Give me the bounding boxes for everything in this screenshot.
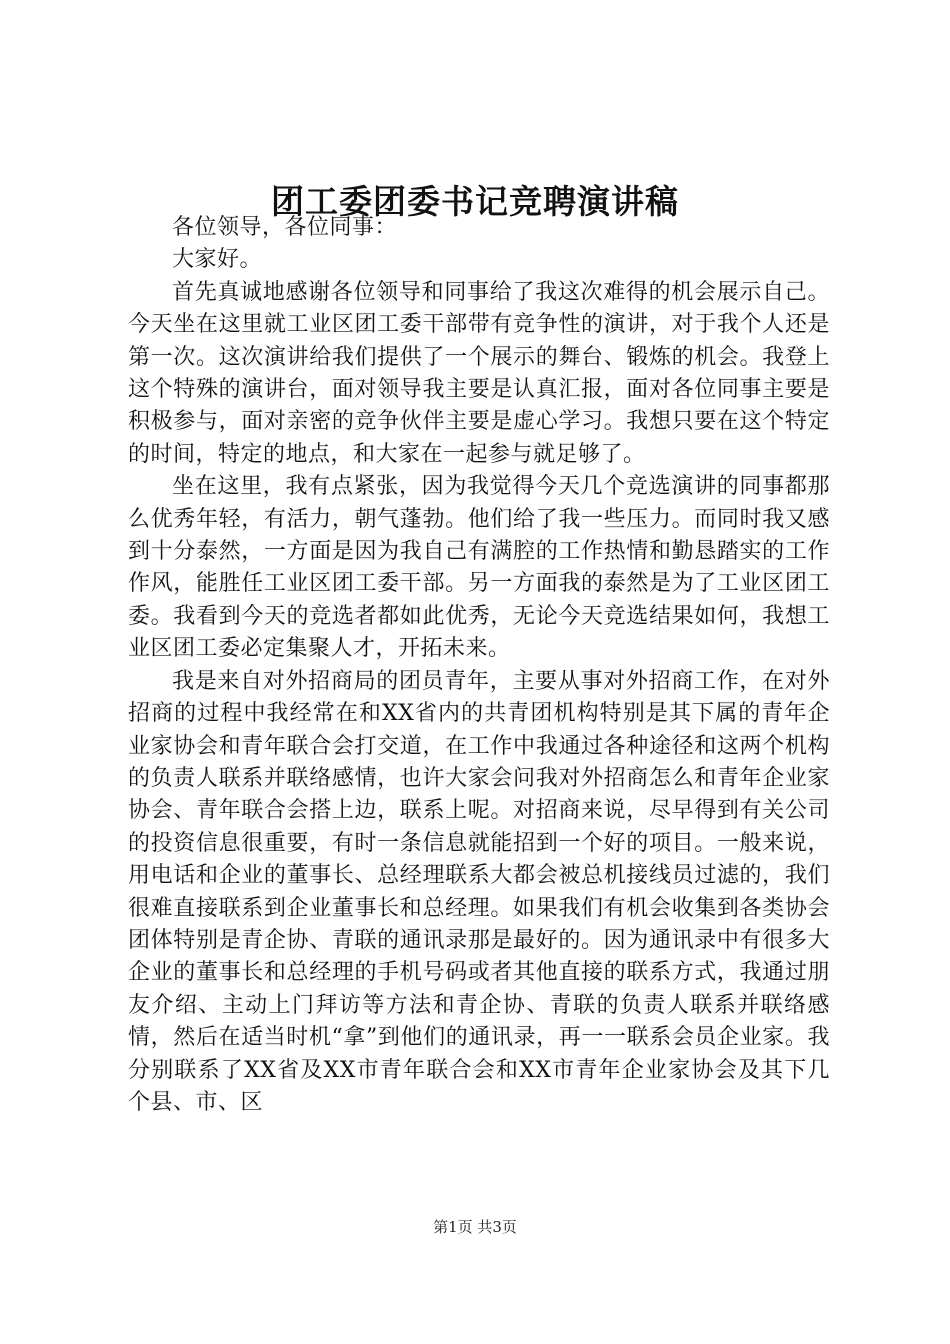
page-footer: 第1页 共3页 [433,1218,517,1236]
greeting: 大家好。 [172,247,263,273]
document-title: 团工委团委书记竞聘演讲稿 [271,182,679,221]
paragraph-thanks: 首先真诚地感谢各位领导和同事给了我这次难得的机会展示自己。今天坐在这里就工业区团工委干部带有竞争性的演讲，对于我个人还是第一次。这次演讲给我们提供了一个展示的舞台、锻炼的机会。我登上这个特殊的演讲台，面对领导我主要是认真汇报，面对各位同事主要是积极参与，面对亲密的竞争伙伴主要是虚心学习。我想只要在这个特定的时间，特定的地点，和大家在一起参与就足够了。 [128,279,830,467]
salutation: 各位领导，各位同事： [172,215,398,240]
paragraph-background: 我是来自对外招商局的团员青年，主要从事对外招商工作，在对外招商的过程中我经常在和XX省内的共青团机构特别是其下属的青年企业家协会和青年联合会打交道，在工作中我通过各种途径和这两个机构的负责人联系并联络感情，也许大家会问我对外招商怎么和青年企业家协会、青年联合会搭上边，联系上呢。对招商来说，尽早得到有关公司的投资信息很重要，有时一条信息就能招到一个好的项目。一般来说，用电话和企业的董事长、总经理联系大都会被总机接线员过滤的，我们很难直接联系到企业董事长和总经理。如果我们有机会收集到各类协会团体特别是青企协、青联的通讯录那是最好的。因为通讯录中有很多大企业的董事长和总经理的手机号码或者其他直接的联系方式，我通过朋友介绍、主动上门拜访等方法和青企协、青联的负责人联系并联络感情，然后在适当时机“拿”到他们的通讯录，再一一联系会员企业家。我分别联系了XX省及XX市青年联合会和XX市青年企业家协会及其下几个县、市、区 [128,668,830,1115]
document-body [128,212,830,1119]
paragraph-nervous: 坐在这里，我有点紧张，因为我觉得今天几个竞选演讲的同事都那么优秀年轻，有活力，朝气蓬勃。他们给了我一些压力。而同时我又感到十分泰然，一方面是因为我自己有满腔的工作热情和勤恳踏实的工作作风，能胜任工业区团工委干部。另一方面我的泰然是为了工业区团工委。我看到今天的竞选者都如此优秀，无论今天竞选结果如何，我想工业区团工委必定集聚人才，开拓未来。 [128,474,830,662]
